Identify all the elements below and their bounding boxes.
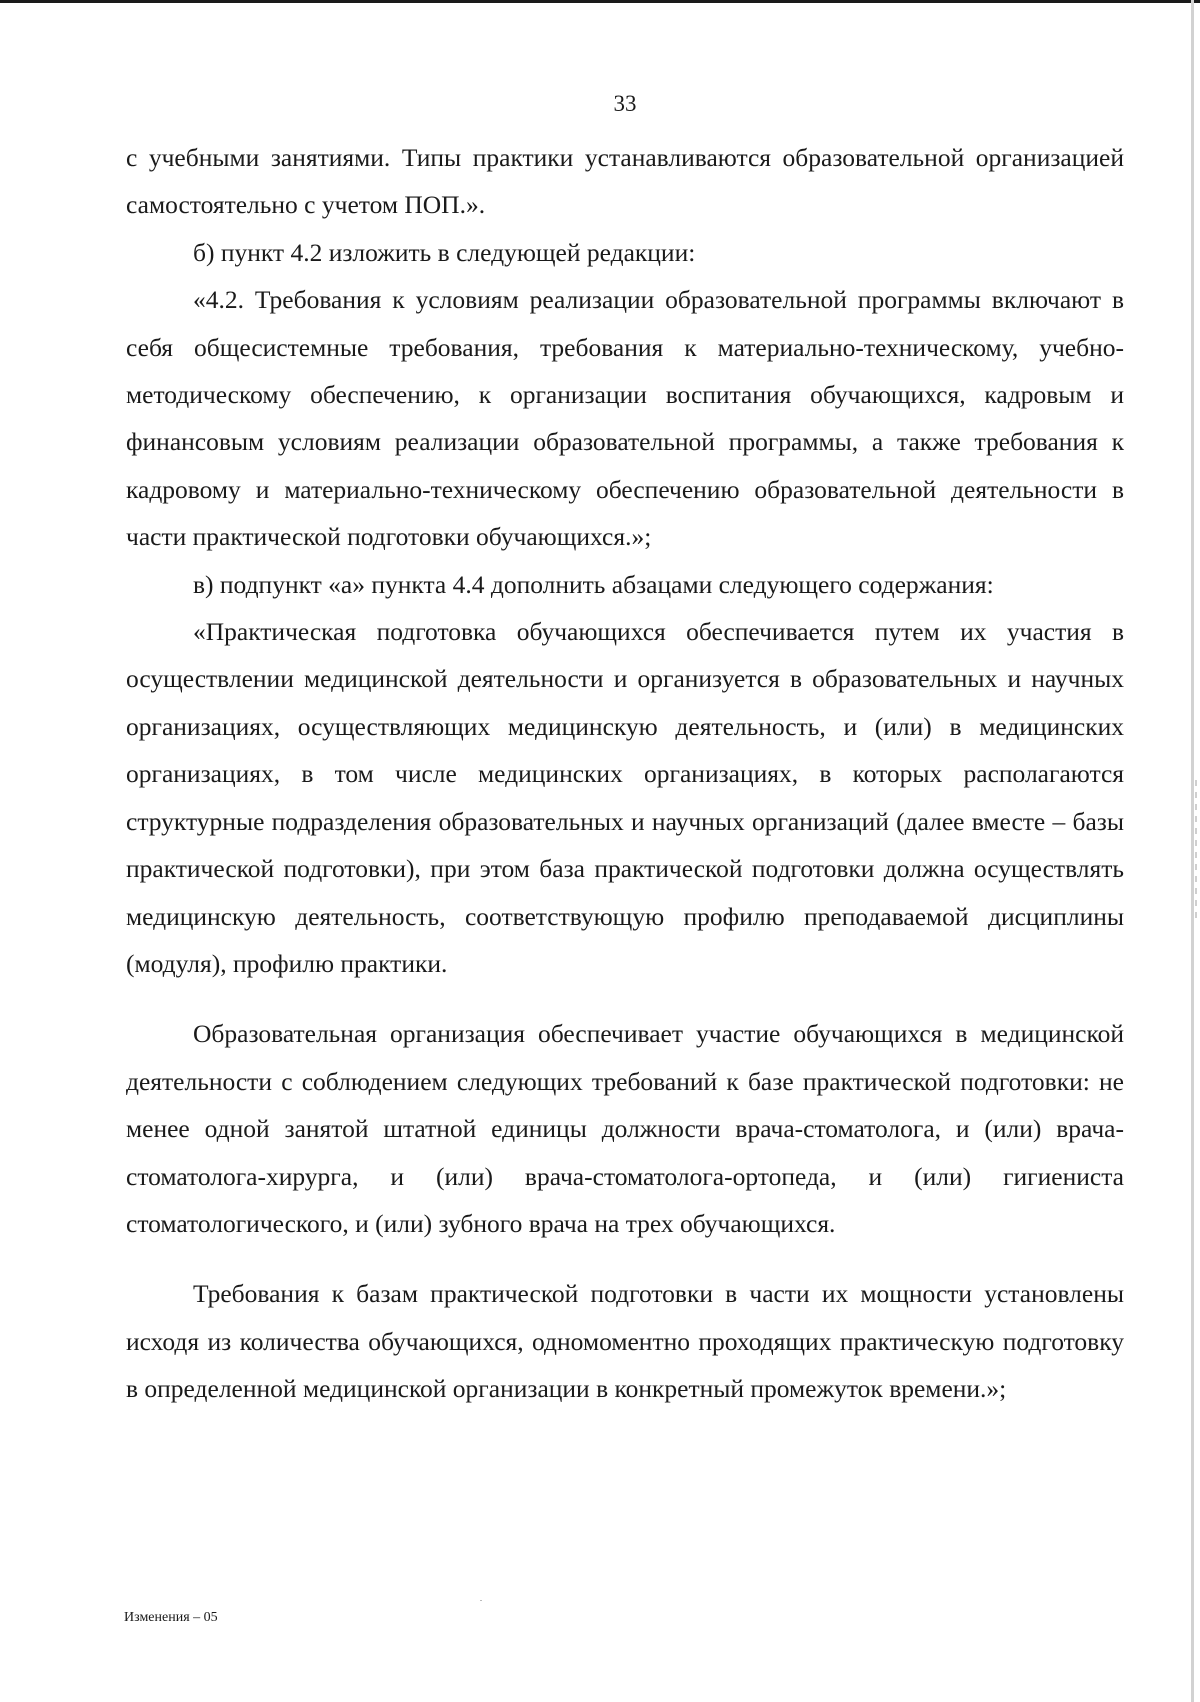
paragraph-continuation: с учебными занятиями. Типы практики устанавливаются образовательной организацией самостоятельно с учетом ПОП.».: [126, 143, 1124, 220]
page-number: 33: [613, 91, 637, 116]
scan-edge-marks: [1195, 780, 1197, 920]
paragraph-quote-4-2: «4.2. Требования к условиям реализации образовательной программы включают в себя общесистемные требования, требования к материально-техническому, учебно-методическому обеспечению, к организации воспитания обучающихся, кадровым и финансовым условиям реализации образовательной программы, а также требования к кадровому и материально-техническому обеспечению образовательной деятельности в части практической подготовки обучающихся.»;: [126, 285, 1124, 552]
page-top-border: [0, 0, 1200, 3]
paragraph-item-b: б) пункт 4.2 изложить в следующей редакции:: [193, 237, 696, 267]
paragraph-organization-requirements: Образовательная организация обеспечивает участие обучающихся в медицинской деятельности с соблюдением следующих требований к базе практической подготовки: не менее одной занятой штатной единицы должности врача-стоматолога, и (или) врача-стоматолога-хирурга, и (или) врача-стоматолога-ортопеда, и (или) гигиениста стоматологического, и (или) зубного врача на трех обучающихся.: [126, 1019, 1124, 1238]
document-body: [126, 134, 1124, 1413]
footer-note: Изменения – 05: [124, 1610, 218, 1625]
scan-speck: [480, 1600, 482, 1601]
scan-right-edge: [1191, 0, 1194, 1702]
paragraph-item-v: в) подпункт «а» пункта 4.4 дополнить абзацами следующего содержания:: [193, 569, 994, 599]
paragraph-practical-training: «Практическая подготовка обучающихся обеспечивается путем их участия в осуществлении медицинской деятельности и организуется в образовательных и научных организациях, осуществляющих медицинскую деятельность, и (или) в медицинских организациях, в том числе медицинских организациях, в которых располагаются структурные подразделения образовательных и научных организаций (далее вместе – базы практической подготовки), при этом база практической подготовки должна осуществлять медицинскую деятельность, соответствующую профилю преподаваемой дисциплины (модуля), профилю практики.: [126, 617, 1124, 978]
paragraph-base-capacity: Требования к базам практической подготовки в части их мощности установлены исходя из количества обучающихся, одномоментно проходящих практическую подготовку в определенной медицинской организации в конкретный промежуток времени.»;: [126, 1279, 1124, 1404]
